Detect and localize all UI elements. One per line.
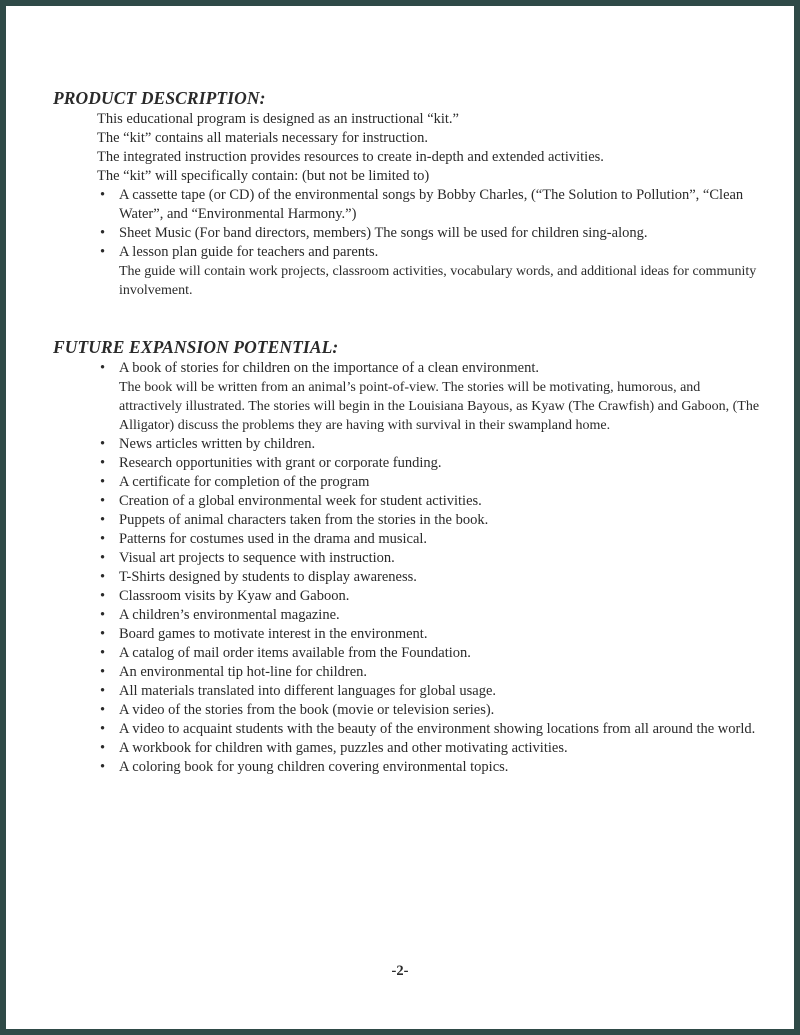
list-item xyxy=(53,224,764,243)
bullet-icon: • xyxy=(100,607,106,623)
list-item xyxy=(53,186,764,224)
list-item xyxy=(53,473,764,492)
list-item-text: Board games to motivate interest in the environment. xyxy=(119,626,428,642)
bullet-icon: • xyxy=(100,569,106,585)
list-item-text: Creation of a global environmental week for student activities. xyxy=(119,493,482,509)
list-item xyxy=(53,682,764,701)
list-item-text: A lesson plan guide for teachers and parents. xyxy=(119,244,379,260)
list-item xyxy=(53,606,764,625)
list-item-text: An environmental tip hot-line for children. xyxy=(119,664,368,680)
list-item-text: Sheet Music (For band directors, members) The songs will be used for children sing-along. xyxy=(119,225,648,241)
bullet-icon: • xyxy=(100,436,106,452)
bullet-icon: • xyxy=(100,225,106,241)
bullet-icon: • xyxy=(100,664,106,680)
intro-line: The “kit” will specifically contain: (but not be limited to) xyxy=(97,168,430,184)
bullet-icon: • xyxy=(100,360,106,376)
list-item xyxy=(53,720,764,739)
bullet-icon: • xyxy=(100,474,106,490)
list-item-text: News articles written by children. xyxy=(119,436,316,452)
list-item-text: Patterns for costumes used in the drama and musical. xyxy=(119,531,428,547)
list-item-text: A catalog of mail order items available from the Foundation. xyxy=(119,645,471,661)
list-item xyxy=(53,625,764,644)
intro-line: The integrated instruction provides resources to create in-depth and extended activities. xyxy=(97,149,604,165)
product-description-heading: PRODUCT DESCRIPTION: xyxy=(53,88,266,108)
list-item xyxy=(53,701,764,720)
bullet-icon: • xyxy=(100,244,106,260)
list-item-text: A certificate for completion of the program xyxy=(119,474,370,490)
list-item xyxy=(53,739,764,758)
list-item xyxy=(53,568,764,587)
bullet-icon: • xyxy=(100,512,106,528)
list-item-text: A video of the stories from the book (movie or television series). xyxy=(119,702,495,718)
future-expansion-list xyxy=(53,359,764,777)
list-item-text: A book of stories for children on the importance of a clean environment. xyxy=(119,360,539,376)
kit-contents-list xyxy=(53,186,764,300)
list-item-text: A video to acquaint students with the beauty of the environment showing locations from all around the world. xyxy=(119,721,756,737)
list-item xyxy=(53,549,764,568)
product-description-list xyxy=(53,186,764,300)
intro-line: The “kit” contains all materials necessary for instruction. xyxy=(97,130,428,146)
list-item xyxy=(53,644,764,663)
product-description-intro xyxy=(53,110,764,186)
bullet-icon: • xyxy=(100,626,106,642)
list-item-text: T-Shirts designed by students to display awareness. xyxy=(119,569,417,585)
bullet-icon: • xyxy=(100,531,106,547)
future-expansion-list-container xyxy=(53,359,764,777)
list-item-text: A cassette tape (or CD) of the environmental songs by Bobby Charles, (“The Solution to Pollution”, “Clean Water”, and “Environmental Harmony.”) xyxy=(119,187,744,222)
list-item xyxy=(53,511,764,530)
list-item xyxy=(53,663,764,682)
bullet-icon: • xyxy=(100,702,106,718)
list-item xyxy=(53,454,764,473)
list-item xyxy=(53,530,764,549)
list-item-text: A workbook for children with games, puzzles and other motivating activities. xyxy=(119,740,568,756)
bullet-icon: • xyxy=(100,493,106,509)
list-item-text: All materials translated into different languages for global usage. xyxy=(119,683,497,699)
list-item-text: Visual art projects to sequence with instruction. xyxy=(119,550,395,566)
list-item-text: Classroom visits by Kyaw and Gaboon. xyxy=(119,588,350,604)
list-item xyxy=(53,492,764,511)
future-expansion-heading: FUTURE EXPANSION POTENTIAL: xyxy=(53,337,339,357)
document-page xyxy=(6,6,794,1029)
list-item xyxy=(53,435,764,454)
list-item-note: The guide will contain work projects, classroom activities, vocabulary words, and additional ideas for community involvement. xyxy=(119,264,757,298)
list-item-text: Research opportunities with grant or corporate funding. xyxy=(119,455,442,471)
list-item-text: A coloring book for young children covering environmental topics. xyxy=(119,759,509,775)
page-number: -2- xyxy=(391,963,409,979)
bullet-icon: • xyxy=(100,455,106,471)
list-item xyxy=(53,359,764,435)
bullet-icon: • xyxy=(100,187,106,203)
list-item xyxy=(53,243,764,300)
list-item xyxy=(53,587,764,606)
intro-line: This educational program is designed as an instructional “kit.” xyxy=(97,111,459,127)
bullet-icon: • xyxy=(100,550,106,566)
list-item-text: A children’s environmental magazine. xyxy=(119,607,340,623)
bullet-icon: • xyxy=(100,683,106,699)
bullet-icon: • xyxy=(100,721,106,737)
bullet-icon: • xyxy=(100,588,106,604)
bullet-icon: • xyxy=(100,645,106,661)
list-item xyxy=(53,758,764,777)
bullet-icon: • xyxy=(100,759,106,775)
list-item-note: The book will be written from an animal’s point-of-view. The stories will be motivating, humorous, and attractively illustrated. The stories will begin in the Louisiana Bayous, as Kyaw (The Crawfish) and Gaboon, (The Alligator) discuss the problems they are having with survival in their swampland home. xyxy=(119,380,760,433)
bullet-icon: • xyxy=(100,740,106,756)
list-item-text: Puppets of animal characters taken from the stories in the book. xyxy=(119,512,489,528)
